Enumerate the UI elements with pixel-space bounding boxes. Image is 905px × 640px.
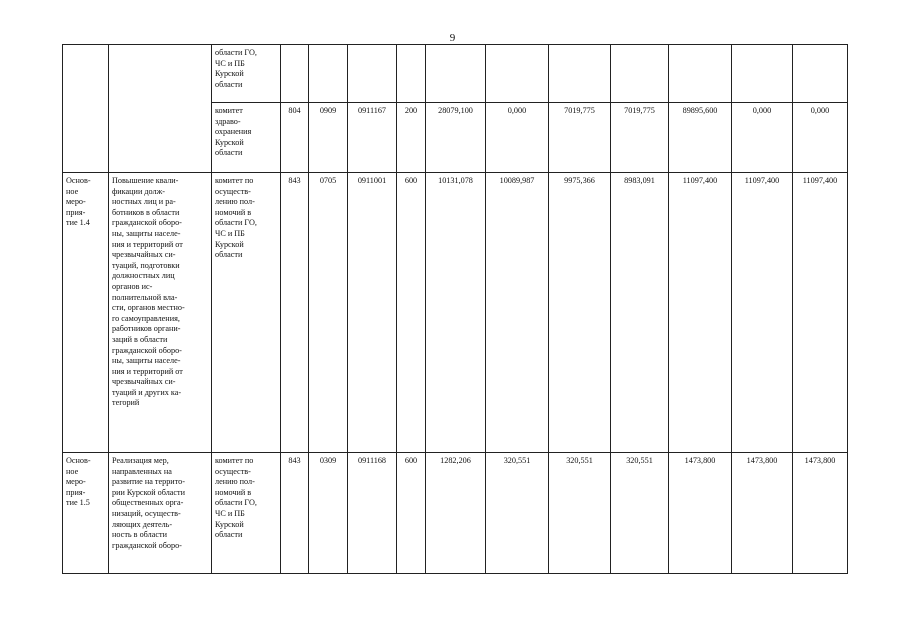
grbs-cell: 843 xyxy=(281,453,309,574)
csr-cell: 0911001 xyxy=(348,173,397,453)
name-cell: Повышение квали- фикации долж- ностных лиц и ра- ботников в области гражданской оборо- ны, защиты населе- ния и территорий от чрезвычайных си- туаций, подготовки должностных лиц органов ис- полнительной вла- сти, органов местно- го самоуправления, работников органи- заций в области гражданской оборо- ны, защиты населе- ния и территорий от чрезвычайных си- туаций и других ка- тегорий xyxy=(109,173,212,453)
table-row xyxy=(63,173,848,453)
csr-cell xyxy=(348,45,397,103)
page-number: 9 xyxy=(449,32,456,44)
table-row xyxy=(63,45,848,103)
year5-cell: 1473,800 xyxy=(669,453,732,574)
year7-cell: 1473,800 xyxy=(793,453,848,574)
name-cell: Реализация мер, направленных на развитие на террито- рии Курской области общественных орга- низаций, осуществ- ляющих деятель- ность в области гражданской оборо- xyxy=(109,453,212,574)
year6-cell: 11097,400 xyxy=(732,173,793,453)
year4-cell xyxy=(611,45,669,103)
year4-cell: 8983,091 xyxy=(611,173,669,453)
status-cell xyxy=(63,45,109,173)
year1-cell: 10131,078 xyxy=(426,173,486,453)
budget-table xyxy=(62,44,848,574)
year7-cell: 0,000 xyxy=(793,103,848,173)
year1-cell: 1282,206 xyxy=(426,453,486,574)
year4-cell: 320,551 xyxy=(611,453,669,574)
grbs-cell xyxy=(281,45,309,103)
vr-cell: 200 xyxy=(397,103,426,173)
executor-cell: комитет здраво- охранения Курской области xyxy=(212,103,281,173)
year2-cell: 0,000 xyxy=(486,103,549,173)
year3-cell: 7019,775 xyxy=(549,103,611,173)
year5-cell: 11097,400 xyxy=(669,173,732,453)
year3-cell: 320,551 xyxy=(549,453,611,574)
grbs-cell: 843 xyxy=(281,173,309,453)
status-cell: Основ- ное меро- прия- тие 1.4 xyxy=(63,173,109,453)
year2-cell: 10089,987 xyxy=(486,173,549,453)
csr-cell: 0911167 xyxy=(348,103,397,173)
rzpr-cell: 0705 xyxy=(309,173,348,453)
year7-cell: 11097,400 xyxy=(793,173,848,453)
year6-cell: 0,000 xyxy=(732,103,793,173)
executor-cell: комитет по осуществ- лению пол- номочий в области ГО, ЧС и ПБ Курской области xyxy=(212,453,281,574)
year5-cell xyxy=(669,45,732,103)
vr-cell: 600 xyxy=(397,173,426,453)
year3-cell: 9975,366 xyxy=(549,173,611,453)
year1-cell xyxy=(426,45,486,103)
grbs-cell: 804 xyxy=(281,103,309,173)
year3-cell xyxy=(549,45,611,103)
vr-cell: 600 xyxy=(397,453,426,574)
year7-cell xyxy=(793,45,848,103)
year2-cell: 320,551 xyxy=(486,453,549,574)
rzpr-cell: 0909 xyxy=(309,103,348,173)
year2-cell xyxy=(486,45,549,103)
status-cell: Основ- ное меро- прия- тие 1.5 xyxy=(63,453,109,574)
vr-cell xyxy=(397,45,426,103)
rzpr-cell: 0309 xyxy=(309,453,348,574)
csr-cell: 0911168 xyxy=(348,453,397,574)
rzpr-cell xyxy=(309,45,348,103)
year6-cell: 1473,800 xyxy=(732,453,793,574)
executor-cell: комитет по осуществ- лению пол- номочий в области ГО, ЧС и ПБ Курской области xyxy=(212,173,281,453)
executor-cell: области ГО, ЧС и ПБ Курской области xyxy=(212,45,281,103)
table-row xyxy=(63,453,848,574)
year5-cell: 89895,600 xyxy=(669,103,732,173)
year6-cell xyxy=(732,45,793,103)
year1-cell: 28079,100 xyxy=(426,103,486,173)
year4-cell: 7019,775 xyxy=(611,103,669,173)
name-cell xyxy=(109,45,212,173)
